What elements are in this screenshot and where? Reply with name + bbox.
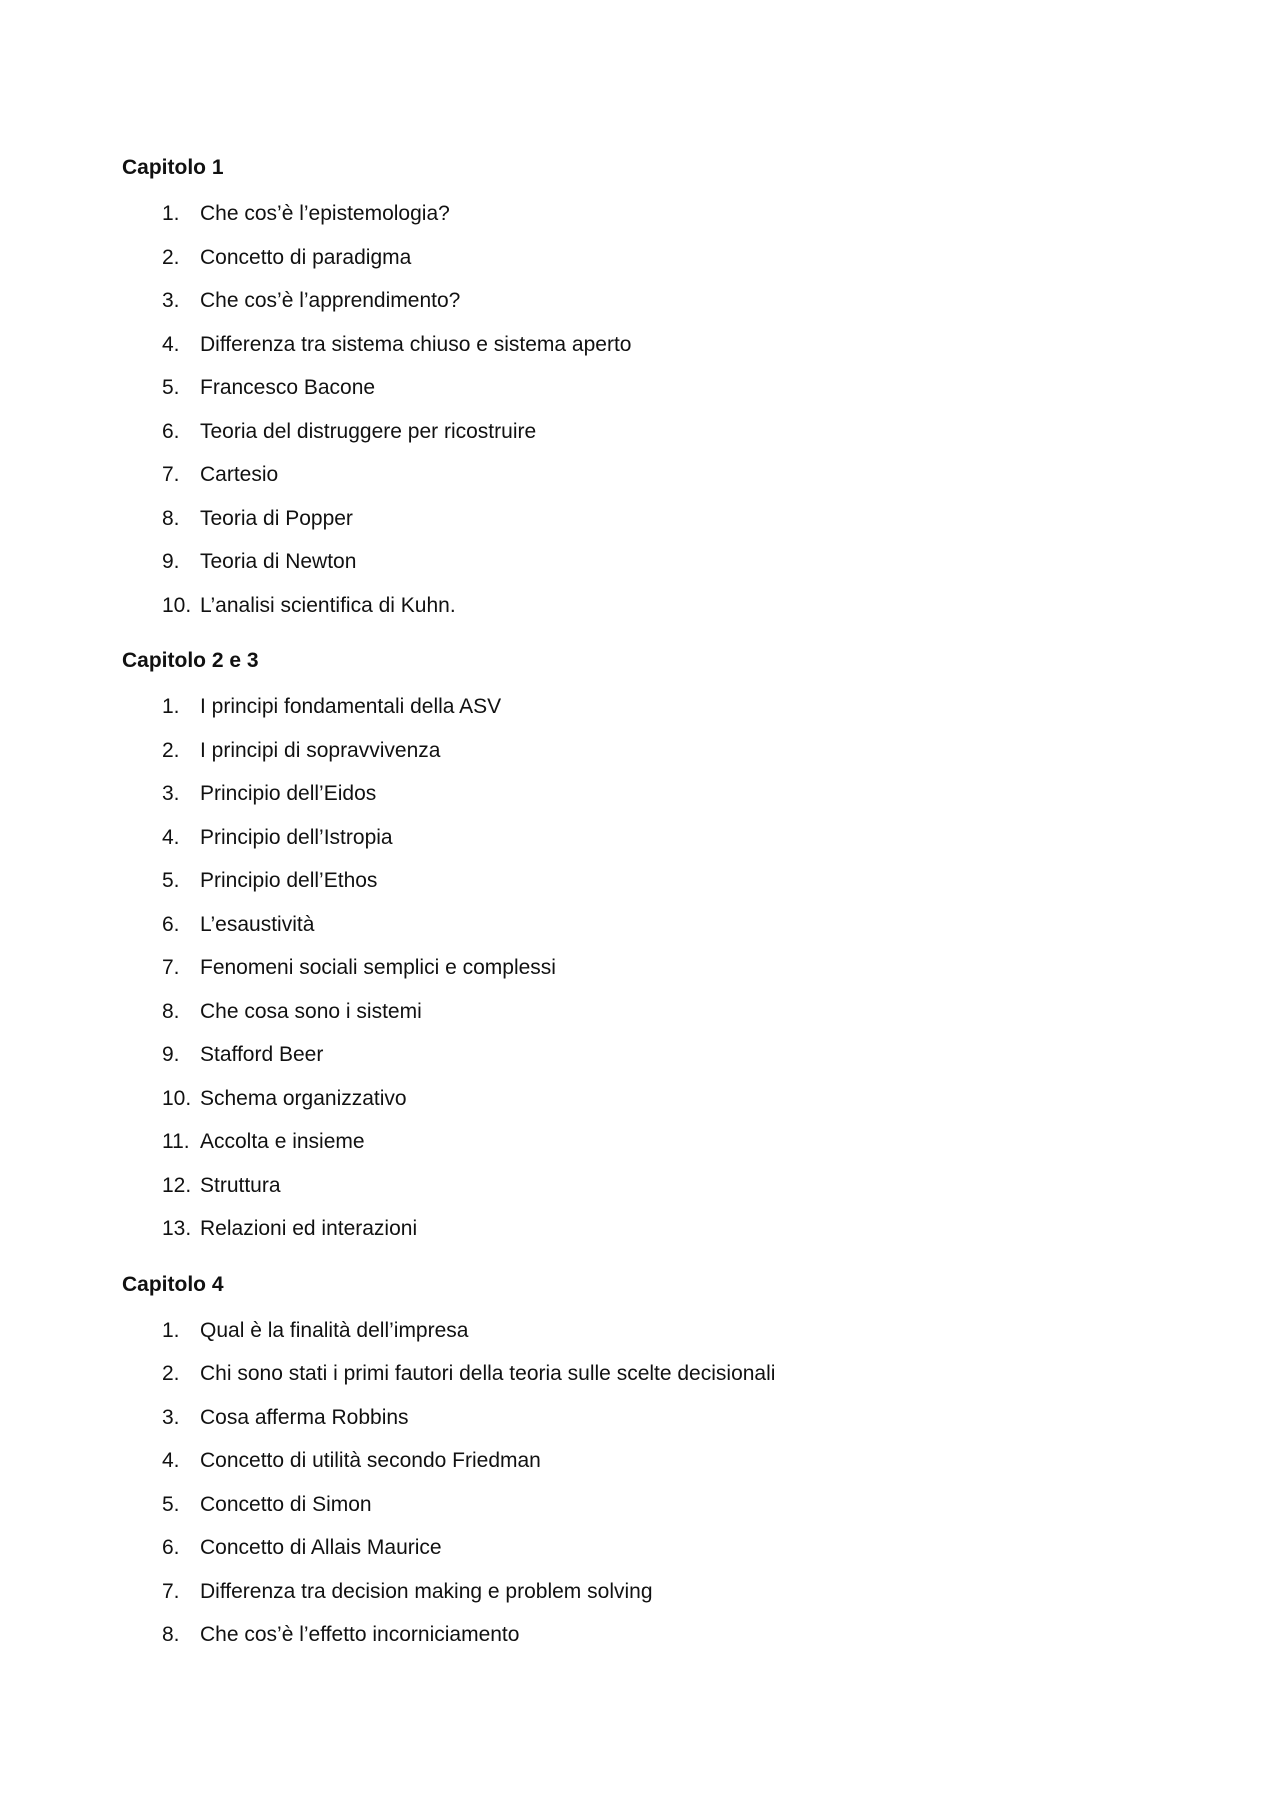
item-text: Principio dell’Eidos xyxy=(200,782,377,805)
list-item xyxy=(122,1570,1162,1614)
item-number: 2. xyxy=(162,738,180,762)
list-item xyxy=(122,1309,1162,1353)
item-number: 8. xyxy=(162,506,180,530)
item-number: 10. xyxy=(162,1086,192,1110)
item-number: 9. xyxy=(162,550,180,573)
list-item xyxy=(122,540,1162,584)
item-number: 9. xyxy=(162,1043,180,1066)
list-item xyxy=(122,323,1162,367)
list-item xyxy=(122,453,1162,497)
item-text: Schema organizzativo xyxy=(200,1086,407,1110)
item-number: 6. xyxy=(162,912,180,936)
item-number: 8. xyxy=(162,1623,180,1646)
item-number: 4. xyxy=(162,1449,180,1472)
item-text: Francesco Bacone xyxy=(200,376,376,399)
item-text: Differenza tra decision making e problem solving xyxy=(200,1579,653,1603)
item-text: Che cos’è l’epistemologia? xyxy=(200,202,450,225)
list-item xyxy=(122,1352,1162,1396)
list-item xyxy=(122,685,1162,729)
section-title: Capitolo 2 e 3 xyxy=(122,649,259,672)
item-text: Concetto di utilità secondo Friedman xyxy=(200,1449,541,1472)
question-list xyxy=(122,1309,1162,1657)
section-spacer xyxy=(122,1251,1162,1269)
item-number: 10. xyxy=(162,593,192,617)
item-number: 5. xyxy=(162,1492,180,1516)
item-number: 2. xyxy=(162,245,180,269)
item-number: 5. xyxy=(162,376,180,399)
list-item xyxy=(122,1077,1162,1121)
list-item xyxy=(122,1120,1162,1164)
section-spacer xyxy=(122,627,1162,645)
item-text: Concetto di paradigma xyxy=(200,245,412,269)
list-item xyxy=(122,1207,1162,1251)
item-text: Principio dell’Ethos xyxy=(200,869,378,892)
item-number: 7. xyxy=(162,463,180,486)
list-item xyxy=(122,1033,1162,1077)
item-text: Stafford Beer xyxy=(200,1043,324,1066)
question-list xyxy=(122,685,1162,1251)
item-text: L’analisi scientifica di Kuhn. xyxy=(200,593,456,617)
list-item xyxy=(122,816,1162,860)
item-text: Chi sono stati i primi fautori della teoria sulle scelte decisionali xyxy=(200,1362,776,1385)
item-number: 3. xyxy=(162,782,180,805)
item-text: Differenza tra sistema chiuso e sistema aperto xyxy=(200,332,632,356)
item-number: 1. xyxy=(162,1318,180,1342)
item-number: 1. xyxy=(162,695,180,718)
item-text: Cartesio xyxy=(200,463,279,486)
item-number: 7. xyxy=(162,956,180,979)
list-item xyxy=(122,1613,1162,1657)
item-text: Cosa afferma Robbins xyxy=(200,1405,409,1429)
list-item xyxy=(122,1483,1162,1527)
item-text: Teoria del distruggere per ricostruire xyxy=(200,419,537,443)
list-item xyxy=(122,946,1162,990)
item-text: Che cos’è l’effetto incorniciamento xyxy=(200,1623,520,1646)
item-number: 2. xyxy=(162,1362,180,1385)
list-item xyxy=(122,497,1162,541)
list-item xyxy=(122,584,1162,628)
item-text: Accolta e insieme xyxy=(200,1130,365,1153)
section-title: Capitolo 4 xyxy=(122,1272,224,1296)
item-text: Qual è la finalità dell’impresa xyxy=(200,1318,469,1342)
list-item xyxy=(122,990,1162,1034)
item-text: L’esaustività xyxy=(200,912,315,936)
document-content xyxy=(122,152,1162,1657)
list-item xyxy=(122,729,1162,773)
item-text: Fenomeni sociali semplici e complessi xyxy=(200,956,556,979)
list-item xyxy=(122,279,1162,323)
item-text: Teoria di Newton xyxy=(200,550,357,573)
list-item xyxy=(122,1396,1162,1440)
item-number: 3. xyxy=(162,289,180,312)
list-item xyxy=(122,859,1162,903)
list-item xyxy=(122,410,1162,454)
item-text: Che cos’è l’apprendimento? xyxy=(200,289,461,312)
item-number: 6. xyxy=(162,1536,180,1559)
question-list xyxy=(122,192,1162,627)
item-text: I principi fondamentali della ASV xyxy=(200,695,502,718)
item-number: 4. xyxy=(162,825,180,849)
item-number: 11. xyxy=(162,1130,190,1153)
section-capitolo-4 xyxy=(122,1269,1162,1657)
item-number: 8. xyxy=(162,999,180,1023)
item-number: 12. xyxy=(162,1173,192,1197)
item-text: I principi di sopravvivenza xyxy=(200,738,441,762)
section-title: Capitolo 1 xyxy=(122,156,224,179)
list-item xyxy=(122,1526,1162,1570)
item-number: 13. xyxy=(162,1217,192,1240)
item-text: Relazioni ed interazioni xyxy=(200,1217,418,1240)
section-capitolo-1 xyxy=(122,152,1162,627)
list-item xyxy=(122,192,1162,236)
item-number: 1. xyxy=(162,202,180,225)
list-item xyxy=(122,366,1162,410)
item-text: Teoria di Popper xyxy=(200,506,353,530)
item-text: Che cosa sono i sistemi xyxy=(200,999,422,1023)
list-item xyxy=(122,236,1162,280)
list-item xyxy=(122,903,1162,947)
item-number: 5. xyxy=(162,869,180,892)
list-item xyxy=(122,1439,1162,1483)
item-text: Struttura xyxy=(200,1173,281,1197)
item-text: Principio dell’Istropia xyxy=(200,825,393,849)
item-number: 7. xyxy=(162,1579,180,1603)
list-item xyxy=(122,772,1162,816)
section-capitolo-2-e-3 xyxy=(122,645,1162,1251)
item-number: 6. xyxy=(162,419,180,443)
item-text: Concetto di Allais Maurice xyxy=(200,1536,442,1559)
item-number: 3. xyxy=(162,1405,180,1429)
item-text: Concetto di Simon xyxy=(200,1492,372,1516)
item-number: 4. xyxy=(162,332,180,356)
list-item xyxy=(122,1164,1162,1208)
